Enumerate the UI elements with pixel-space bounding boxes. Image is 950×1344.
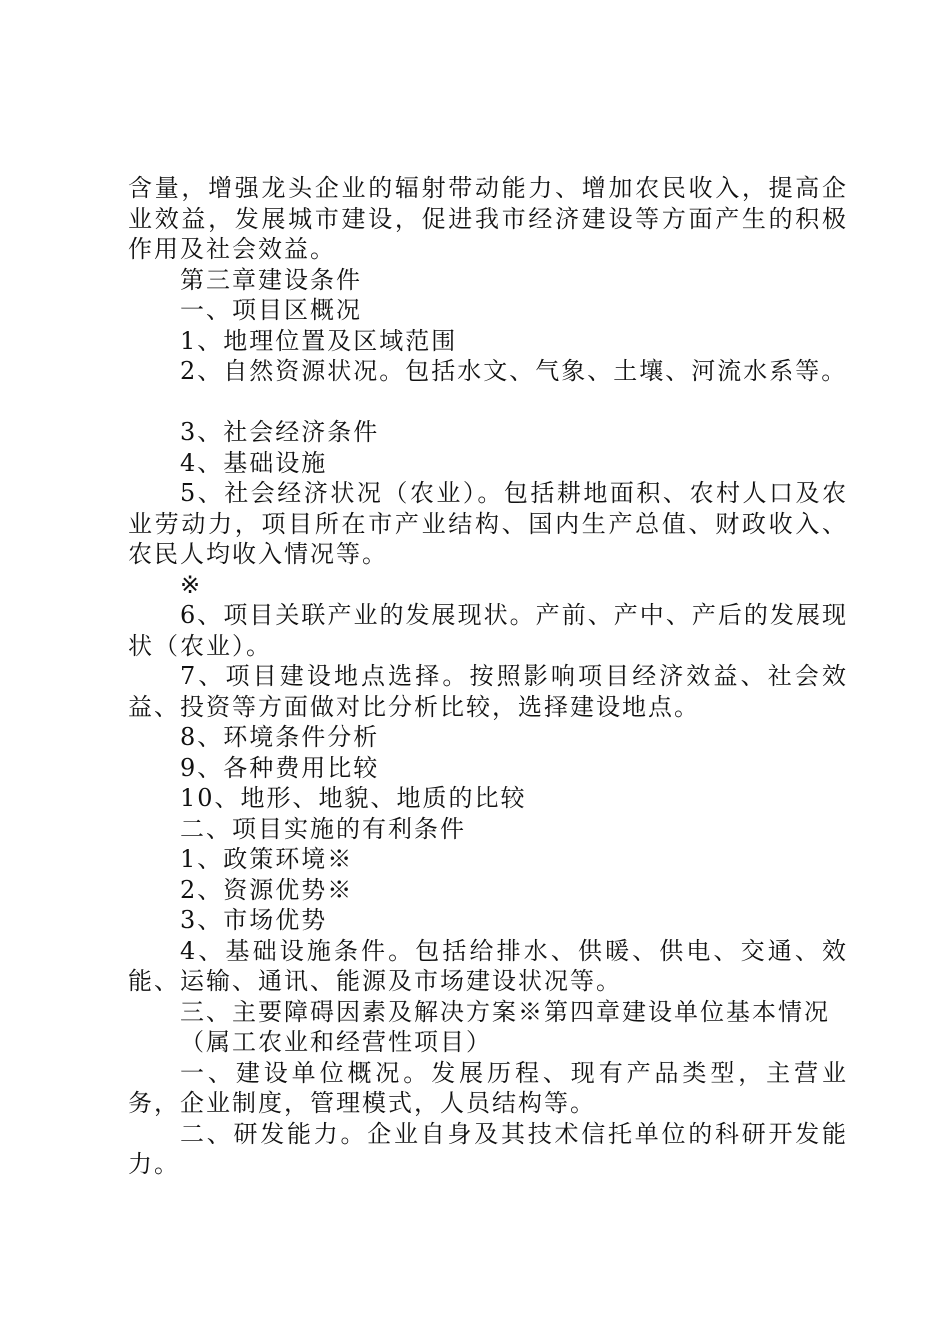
document-body: [128, 173, 848, 1180]
section-paragraph: 二、研发能力。企业自身及其技术信托单位的科研开发能力。: [128, 1119, 848, 1178]
list-item: 4、基础设施条件。包括给排水、供暖、供电、交通、效能、运输、通讯、能源及市场建设状况等。: [128, 936, 848, 995]
chapter-3-heading: 第三章建设条件: [180, 265, 362, 294]
paragraph-intro-continuation: 含量，增强龙头企业的辐射带动能力、增加农民收入，提高企业效益，发展城市建设，促进我市经济建设等方面产生的积极作用及社会效益。: [128, 174, 848, 263]
list-item: 10、地形、地貌、地质的比较: [180, 784, 527, 812]
section-heading: 一、项目区概况: [180, 296, 362, 324]
list-item: 2、自然资源状况。包括水文、气象、土壤、河流水系等。: [180, 357, 848, 385]
reference-mark: ※: [180, 570, 203, 599]
list-item: 9、各种费用比较: [180, 753, 380, 782]
section-paragraph: 一、建设单位概况。发展历程、现有产品类型，主营业务，企业制度，管理模式，人员结构等。: [128, 1058, 848, 1117]
list-item: 2、资源优势※: [180, 875, 354, 904]
list-item: 8、环境条件分析: [180, 723, 380, 751]
list-item: 1、地理位置及区域范围: [180, 326, 458, 355]
section-heading: 二、项目实施的有利条件: [180, 814, 466, 843]
list-item: 5、社会经济状况（农业）。包括耕地面积、农村人口及农业劳动力，项目所在市产业结构、国内生产总值、财政收入、农民人均收入情况等。: [128, 479, 848, 568]
list-item: 6、项目关联产业的发展现状。产前、产中、产后的发展现状（农业）。: [128, 601, 848, 660]
chapter-4-subtitle: （属工农业和经营性项目）: [180, 1028, 492, 1056]
section-heading: 三、主要障碍因素及解决方案※第四章建设单位基本情况: [180, 997, 830, 1026]
list-item: 3、市场优势: [180, 906, 328, 934]
list-item: 7、项目建设地点选择。按照影响项目经济效益、社会效益、投资等方面做对比分析比较，选择建设地点。: [128, 662, 848, 721]
list-item: 4、基础设施: [180, 448, 328, 477]
list-item: 1、政策环境※: [180, 845, 354, 873]
list-item: 3、社会经济条件: [180, 418, 380, 446]
